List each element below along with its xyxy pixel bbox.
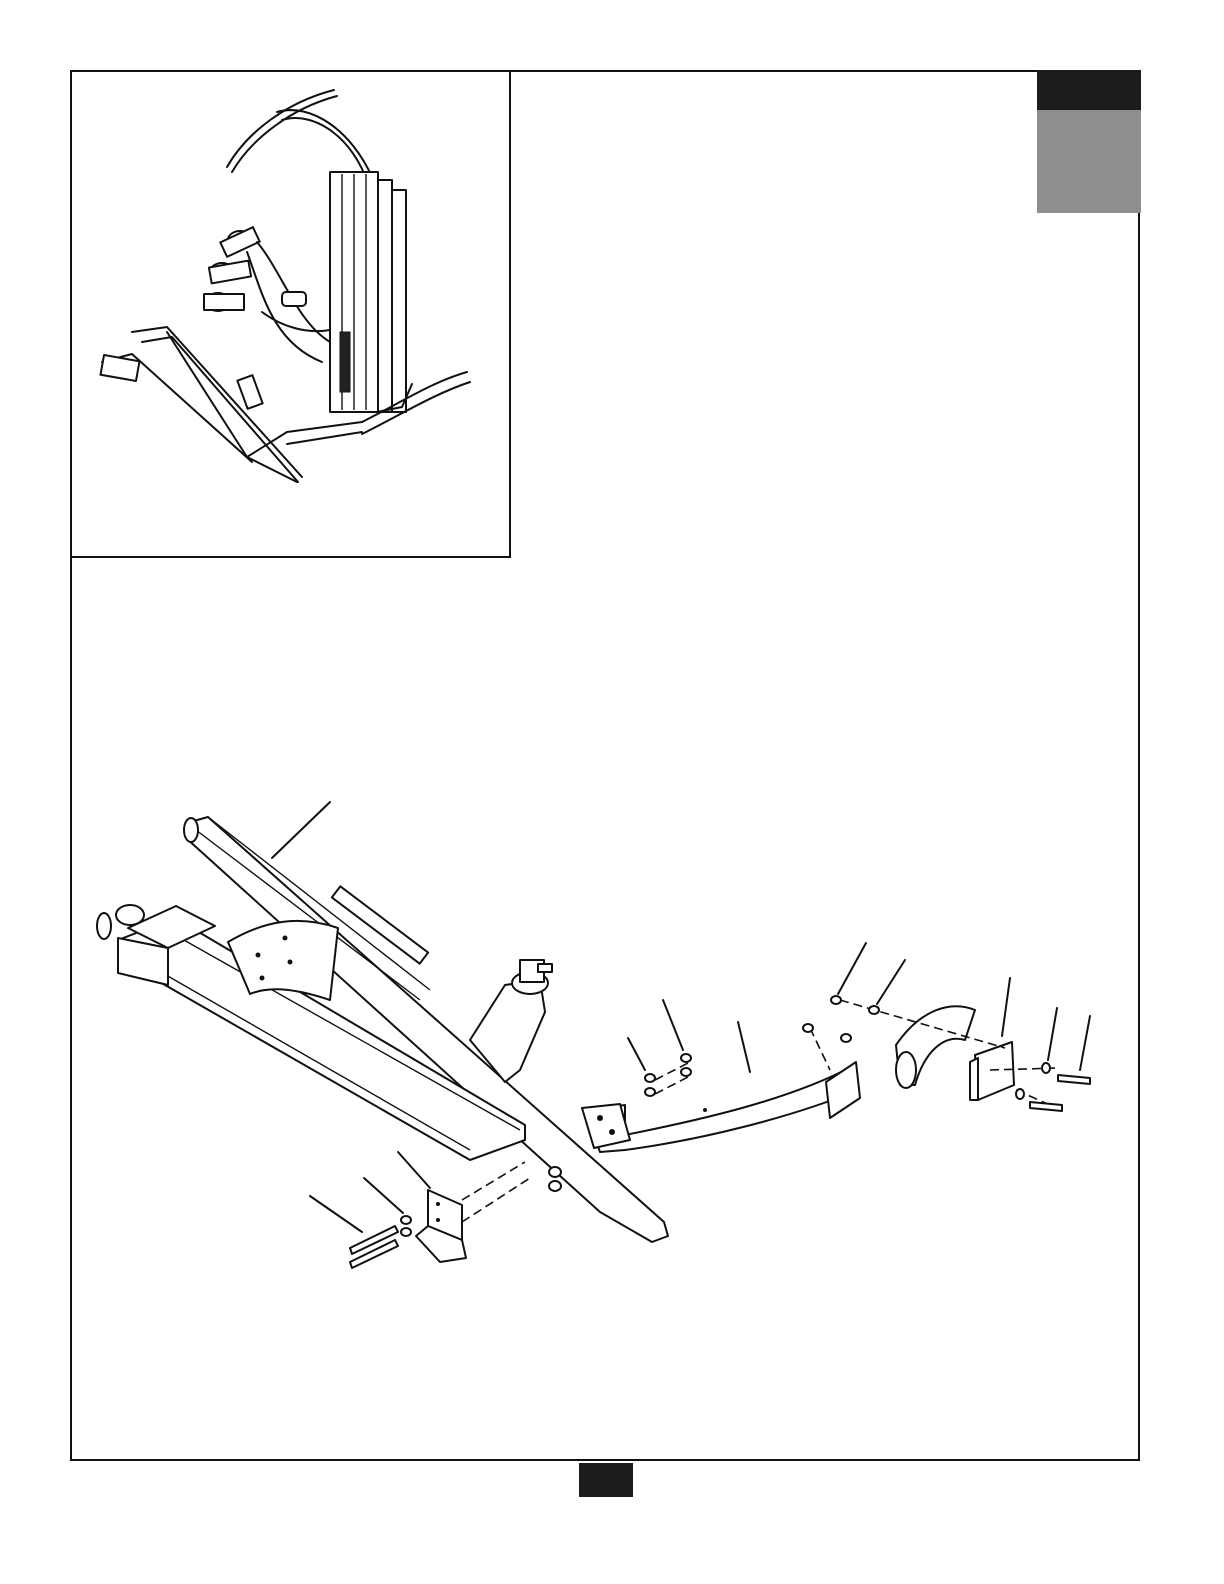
callout-arrow <box>628 1038 645 1070</box>
callout-arrow <box>1002 978 1010 1036</box>
callout-arrow <box>738 1022 750 1072</box>
callout-arrow <box>1080 1016 1090 1070</box>
callout-arrow <box>838 943 866 994</box>
callout-arrow <box>877 960 905 1004</box>
callout-arrow <box>272 802 330 858</box>
callout-arrow <box>663 1000 683 1050</box>
callout-arrow <box>1048 1008 1057 1060</box>
callout-arrow <box>310 1196 362 1232</box>
page-number-box <box>579 1463 633 1497</box>
callout-arrow <box>398 1152 430 1188</box>
callout-arrow <box>364 1178 403 1213</box>
